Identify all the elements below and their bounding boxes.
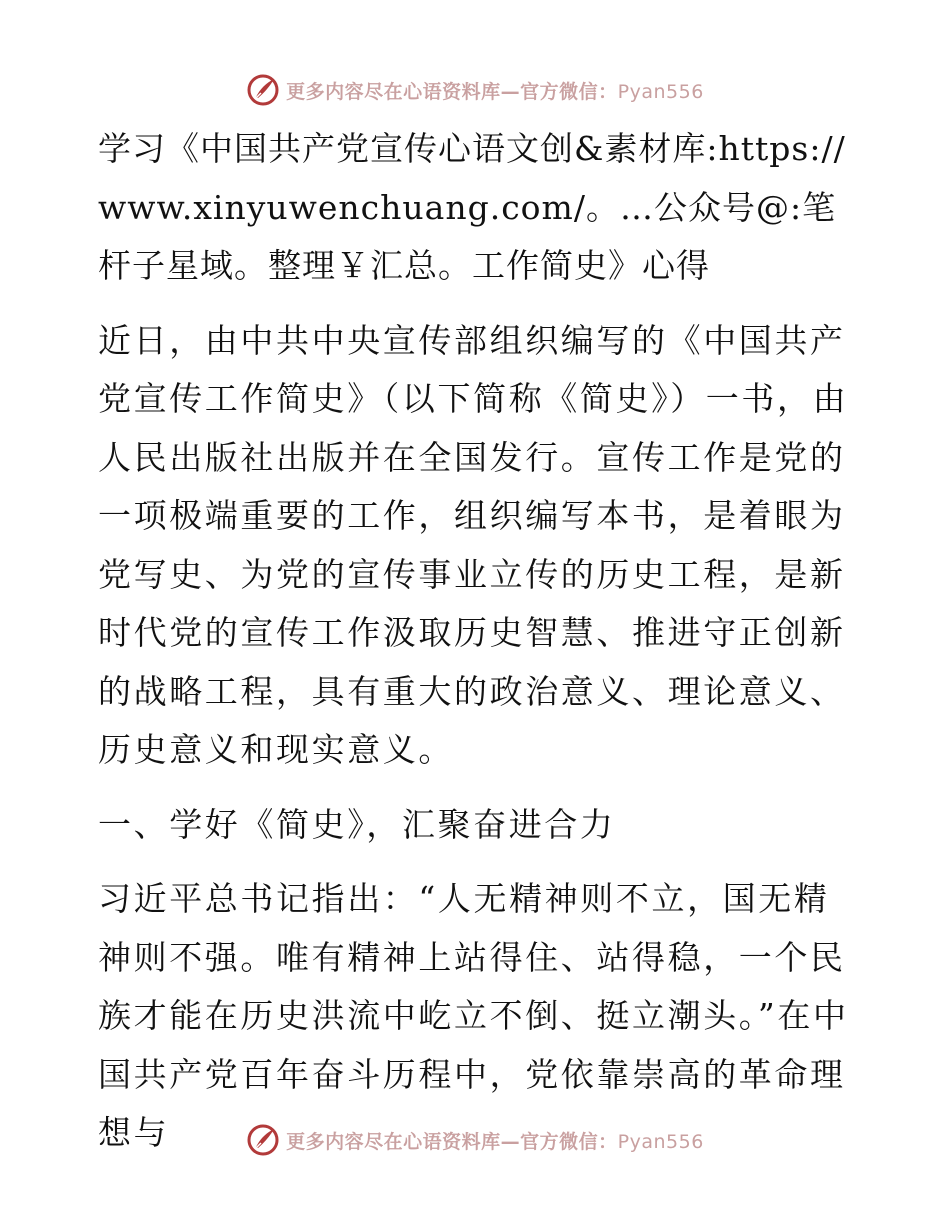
wechat-id: Pyan556 (617, 1130, 704, 1153)
feather-pen-logo-icon (246, 73, 280, 107)
footer-banner (0, 1120, 950, 1160)
section-heading: 一、学好《简史》，汇聚奋进合力 (98, 804, 616, 844)
paragraph-intro: 近日，由中共中央宣传部组织编写的《中国共产党宣传工作简史》（以下简称《简史》）一书，由人民出版社出版并在全国发行。宣传工作是党的一项极端重要的工作，组织编写本书，是着眼为党写史、为党的宣传事业立传的历史工程，是新时代党的宣传工作汲取历史智慧、推进守正创新的战略工程，具有重大的政治意义、理论意义、历史意义和现实意义。 (98, 320, 849, 769)
feather-pen-logo-icon (246, 1123, 280, 1157)
banner-text (286, 1127, 704, 1154)
wechat-id: Pyan556 (617, 80, 704, 103)
banner-label: 更多内容尽在心语资料库—官方微信： (286, 80, 618, 103)
banner-text (286, 77, 704, 104)
header-banner (0, 70, 950, 110)
banner-label: 更多内容尽在心语资料库—官方微信： (286, 1130, 618, 1153)
document-title: 学习《中国共产党宣传心语文创&素材库:https://www.xinyuwenchuang.com/。…公众号@:笔杆子星域。整理￥汇总。工作简史》心得 (98, 129, 846, 285)
document-body (98, 120, 858, 1179)
paragraph-section-1: 习近平总书记指出：“人无精神则不立，国无精神则不强。唯有精神上站得住、站得稳，一个民族才能在历史洪流中屹立不倒、挺立潮头。”在中国共产党百年奋斗历程中，党依靠崇高的革命理想与 (98, 879, 849, 1152)
